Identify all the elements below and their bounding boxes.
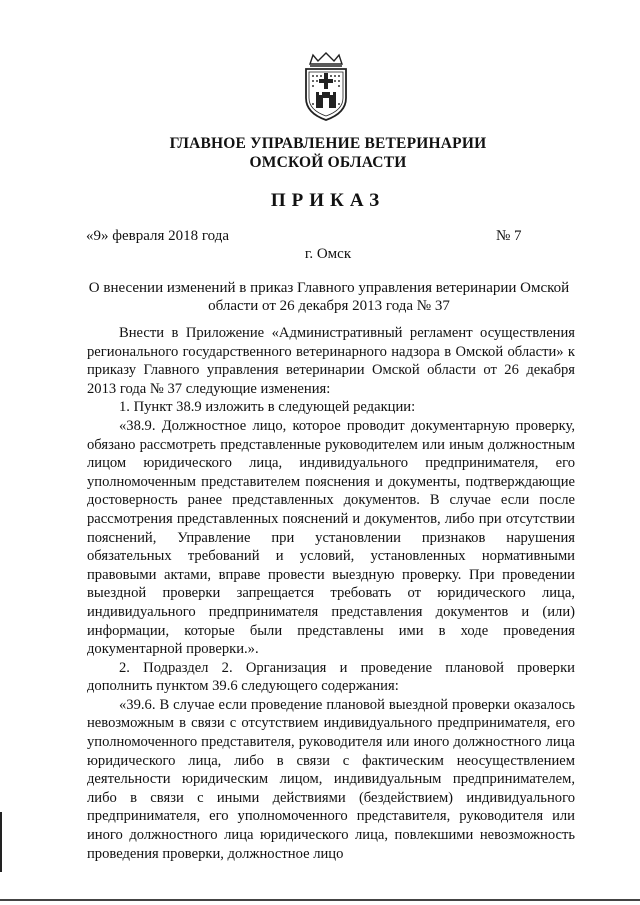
order-number: № 7 — [496, 228, 522, 244]
org-title-line-2: ОМСКОЙ ОБЛАСТИ — [249, 154, 407, 171]
order-body — [87, 324, 575, 863]
body-paragraph: «38.9. Должностное лицо, которое проводит документарную проверку, обязано рассмотреть представленные руководителем или иным должностным лицом юридического лица, индивидуального предпринимателя, его уполномоченным представителем пояснения и документы, подтверждающие достоверность ранее представленных документов. В случае если после рассмотрения представленных пояснений и документов, либо при отсутствии пояснений, Управление при установлении признаков нарушения обязательных требований и условий, установленных нормативными правовыми актами, вправе провести выездную проверку. При проведении выездной проверки запрещается требовать от юридического лица, индивидуального предпринимателя представления документов и (или) информации, которые были представлены ими в ходе проведения документарной проверки.». — [87, 417, 575, 658]
document-type-heading: ПРИКАЗ — [270, 190, 386, 211]
body-paragraph: Внести в Приложение «Административный регламент осуществления регионального государственного ветеринарного надзора в Омской области» к приказу Главного управления ветеринарии Омской области от 26 декабря 2013 года № 37 следующие изменения: — [87, 325, 575, 397]
body-paragraph: 1. Пункт 38.9 изложить в следующей редакции: — [119, 399, 416, 416]
omsk-region-coat-of-arms-icon — [301, 52, 351, 122]
org-title-line-1: ГЛАВНОЕ УПРАВЛЕНИЕ ВЕТЕРИНАРИИ — [169, 135, 487, 152]
body-paragraph: 2. Подраздел 2. Организация и проведение плановой проверки дополнить пунктом 39.6 следующего содержания: — [87, 659, 575, 695]
order-city: г. Омск — [304, 246, 352, 262]
scan-bottom-edge — [0, 899, 640, 901]
scan-edge-mark — [0, 812, 2, 872]
body-paragraph: «39.6. В случае если проведение плановой выездной проверки оказалось невозможным в связи с отсутствием индивидуального предпринимателя, его уполномоченного представителя, руководителя или иного должностного лица юридического лица, либо в связи с фактическим неосуществлением деятельности юридическим лицом, индивидуальным предпринимателем, либо в связи с иными действиями (бездействием) индивидуального предпринимателя, его уполномоченного представителя, руководителя или иного должностного лица юридического лица, повлекшими невозможность проведения проверки, должностное лицо — [87, 696, 575, 862]
order-date: «9» февраля 2018 года — [86, 228, 230, 244]
order-subject: О внесении изменений в приказ Главного управления ветеринарии Омской области от 26 декабря 2013 года № 37 — [88, 280, 570, 314]
